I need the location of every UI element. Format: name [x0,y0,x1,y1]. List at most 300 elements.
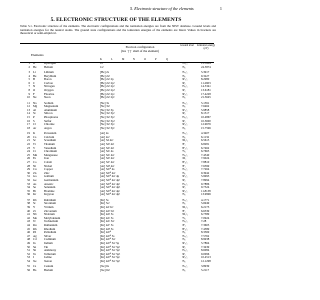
ground-level: ³P₀ [182,111,186,116]
element-symbol: Si [33,111,36,116]
ionization-energy: 13.6181 [201,88,211,92]
ionization-energy: 6.5615 [201,138,210,143]
element-name: Helium [44,64,53,69]
atomic-number: 12 [27,104,30,109]
ionization-energy: 8.2980 [201,77,210,82]
atomic-number: 7 [28,84,30,89]
element-symbol: Cl [33,122,36,127]
electron-configuration: [Ne] 3s² 3p [100,107,114,112]
ground-level: ¹S₀ [182,259,186,263]
electron-configuration: [Kr] 5s² [100,201,110,206]
element-symbol: Cu [33,167,37,172]
element-symbol: Mo [33,215,38,220]
atomic-number: 36 [27,192,30,197]
element-symbol: Ge [33,178,37,182]
element-name: Hydrogen [44,61,56,65]
atomic-number: 31 [27,174,30,179]
shell-label: K [100,58,102,61]
electron-configuration: [Ne] 3s² [100,104,110,109]
atomic-number: 29 [27,167,30,172]
element-symbol: Sc [33,138,36,143]
element-name: Neon [44,95,51,100]
ground-level: ⁴S₃/₂ [182,115,188,119]
atomic-number: 43 [27,219,30,224]
ground-level: ³P₀ [182,178,186,182]
ionization-energy: 3.8939 [201,264,210,269]
element-name: Palladium [44,230,57,235]
ionization-energy: 9.3227 [201,73,210,78]
electron-configuration: [Kr] 4d⁸ 5s [100,226,114,231]
atomic-number: 49 [27,241,30,245]
ground-level: ¹S₀ [182,237,186,242]
electron-configuration: [Ar] 3d¹⁰ 4s² 4p⁵ [100,188,121,193]
electron-configuration: [He] 2s² [100,73,110,78]
ionization-energy: 7.7264 [201,167,210,172]
ionization-energy: 10.3600 [201,118,211,123]
ionization-energy: 12.1298 [201,259,211,263]
electron-configuration: [Kr] 4d⁵ 5s [100,215,114,220]
ionization-energy: 8.1517 [201,111,210,116]
electron-configuration: [Kr] 4d¹⁰ 5s² 5p [100,241,120,245]
ground-level: ²S₁/₂ [182,167,188,172]
atomic-number: 24 [27,149,30,154]
element-symbol: Zn [33,170,37,175]
electron-configuration: [Kr] 4d¹⁰ 5s² [100,237,116,242]
electron-configuration: [Ar] 3d⁸ 4s² [100,163,115,168]
element-name: Nitrogen [44,84,55,89]
electron-configuration: [Ar] 3d⁵ 4s [100,149,114,154]
ionization-energy: 7.28 [201,219,207,224]
electron-configuration: [Kr] 4d 5s² [100,205,114,209]
ionization-energy: 8.6084 [201,248,210,253]
electron-configuration: 1s [100,61,103,65]
ionization-energy: 5.6949 [201,201,210,206]
element-symbol: Se [33,185,36,190]
electron-configuration: [Kr] 4d¹⁰ [100,230,112,235]
electron-configuration: [Ar] 3d¹⁰ 4s² 4p [100,174,120,179]
electron-configuration: [Ar] 4s² [100,134,110,139]
atomic-number: 23 [27,145,30,150]
element-name: Tellurium [44,251,56,256]
electron-configuration: [Kr] 4d¹⁰ 5s² 5p⁴ [100,251,121,256]
element-name: Titanium [44,142,55,146]
ground-level: ²S₁/₂ [182,197,188,202]
atomic-number: 40 [27,208,30,213]
ground-level: ⁶D₁/₂ [182,212,189,217]
element-symbol: Sn [33,244,37,249]
electron-configuration: [Xe] 6s² [100,268,110,272]
element-symbol: Rh [33,226,37,231]
element-name: Iron [44,156,49,161]
electron-configuration: [Ar] 3d¹⁰ 4s [100,167,115,172]
element-name: Silicon [44,111,53,116]
electron-configuration: [He] 2s² 2p [100,77,114,82]
element-symbol: I [33,255,34,260]
atomic-number: 41 [27,212,30,217]
ground-level: ⁵F₅ [182,223,186,227]
running-title: 5. Electronic structure of the elements [130,6,194,11]
element-symbol: Cr [33,149,36,154]
atomic-number: 20 [27,134,30,139]
ground-level: ²P₁/₂ [182,107,188,112]
element-name: Zinc [44,170,50,175]
ionization-energy: 7.3605 [201,223,210,227]
electron-configuration: [Ar] 3d¹⁰ 4s² 4p³ [100,181,120,186]
element-name: Aluminum [44,107,58,112]
atomic-number: 47 [27,233,30,238]
element-symbol: Tc [33,219,36,224]
element-name: Scandium [44,138,56,143]
element-name: Fluorine [44,91,55,96]
element-symbol: Li [33,70,36,74]
atomic-number: 54 [27,259,30,263]
column-header-ionization: Ionization energy (eV) [196,44,216,51]
element-symbol: Te [33,251,36,256]
atomic-number: 10 [27,95,30,100]
ground-level: ⁴F₉/₂ [182,160,188,164]
ionization-energy: 12.9676 [201,122,211,127]
table-row [0,269,232,273]
electron-configuration: [Ar] 3d³ 4s² [100,145,115,150]
ionization-energy: 10.4867 [201,115,211,119]
ground-level: ³P₂ [182,251,186,256]
atomic-number: 4 [28,73,30,78]
ground-level: ¹S₀ [182,125,186,130]
ground-level: ³F₄ [182,163,186,168]
ionization-energy: 10.4513 [201,255,211,260]
ground-level: ²D₃/₂ [182,138,188,143]
element-name: Yttrium [44,205,54,209]
ground-level: ⁵D₄ [182,156,187,161]
atomic-number: 53 [27,255,30,260]
atomic-number: 45 [27,226,30,231]
atomic-number: 48 [27,237,30,242]
ionization-energy: 11.2603 [201,80,211,85]
ground-level: ³P₂ [182,118,186,123]
element-symbol: Kr [33,192,37,197]
atomic-number: 25 [27,152,30,157]
element-symbol: Al [33,107,36,112]
element-name: Niobium [44,212,55,217]
atomic-number: 38 [27,201,30,206]
electron-configuration: [Xe] 6s [100,264,109,269]
ground-level: ²P₁/₂ [182,174,188,179]
ionization-energy: 7.4340 [201,152,210,157]
shell-label: N [133,58,135,61]
element-name: Barium [44,268,53,272]
atomic-number: 50 [27,244,30,249]
ionization-energy: 21.5645 [201,95,211,100]
ionization-energy: 6.6339 [201,208,210,213]
element-symbol: C [33,80,36,85]
element-name: Silver [44,233,52,238]
ground-level: ⁴F₃/₂ [182,145,188,150]
element-name: Cadmium [44,237,56,242]
ground-level: ¹S₀ [182,201,186,206]
ground-level: ²S₁/₂ [182,70,188,74]
atomic-number: 52 [27,251,30,256]
element-name: Chlorine [44,122,55,127]
ground-level: ¹S₀ [182,73,186,78]
ionization-energy: 9.7524 [201,185,210,190]
electron-configuration: [Kr] 4d⁴ 5s [100,212,114,217]
electron-configuration: [Ar] 3d² 4s² [100,142,115,146]
electron-configuration: 1s² [100,64,104,69]
ionization-energy: 7.3439 [201,244,210,249]
ground-level: ⁴F₉/₂ [182,226,188,231]
element-symbol: Sb [33,248,37,253]
ionization-energy: 7.5762 [201,233,210,238]
table-row [0,127,232,131]
ionization-energy: 6.2173 [201,205,210,209]
electron-configuration: [Ar] 3d¹⁰ 4s² 4p⁶ [100,192,121,197]
atomic-number: 26 [27,156,30,161]
element-name: Selenium [44,185,56,190]
ground-level: ³F₂ [182,208,186,213]
element-symbol: Ti [33,142,36,146]
electron-configuration: [He] 2s² 2p⁴ [100,88,115,92]
element-symbol: Y [33,205,36,209]
atomic-number: 56 [27,268,30,272]
ground-level: ³P₀ [182,244,186,249]
element-name: Molybdenum [44,215,61,220]
atomic-number: 22 [27,142,30,146]
element-symbol: Ne [33,95,37,100]
element-symbol: As [33,181,37,186]
element-name: Germanium [44,178,59,182]
electron-configuration: [He] 2s² 2p⁵ [100,91,115,96]
ground-level: ¹S₀ [182,134,186,139]
electron-configuration: [Kr] 4d¹⁰ 5s [100,233,115,238]
ionization-energy: 7.8994 [201,178,210,182]
atomic-number: 19 [27,131,30,136]
ionization-energy: 24.5874 [201,64,211,69]
atomic-number: 34 [27,185,30,190]
element-name: Nickel [44,163,52,168]
electron-configuration: [Kr] 4d⁷ 5s [100,223,114,227]
element-symbol: In [33,241,36,245]
element-name: Iodine [44,255,52,260]
ground-level: ²D₃/₂ [182,205,188,209]
running-header [130,6,222,11]
shell-label: P [155,58,157,61]
ionization-energy: 6.7589 [201,212,210,217]
ground-level: ⁴S₃/₂ [182,248,188,253]
element-name: Indium [44,241,53,245]
element-name: Strontium [44,201,57,206]
element-name: Ruthenium [44,223,58,227]
element-symbol: Pd [33,230,37,235]
element-name: Technetium [44,219,59,224]
element-name: Phosphorus [44,115,59,119]
table-caption: Table 5.1. Electronic structure of the elements. The electronic configurations and the ionization energies are from the NIST database. Ground levels and ionization energies for the neutral atoms. The ground state configurations and the ionization energies of the elements are listed. Values in brackets are theoretical or semi-empirical. [20,24,216,36]
ground-level: ¹S₀ [182,268,186,272]
electron-configuration: [He] 2s [100,70,109,74]
element-name: Chromium [44,149,58,154]
electron-configuration: [Ne] 3s [100,100,109,105]
element-symbol: Rb [33,197,37,202]
atomic-number: 18 [27,125,30,130]
element-symbol: Be [33,73,37,78]
element-symbol: Cs [33,264,37,269]
element-name: Zirconium [44,208,57,213]
ground-level: ²P₃/₂ [182,91,188,96]
element-symbol: H [33,61,36,65]
element-symbol: Zr [33,208,36,213]
ground-level: ²S₁/₂ [182,100,188,105]
ground-level: ¹S₀ [182,64,186,69]
ionization-energy: 14.5341 [201,84,211,89]
atomic-number: 2 [28,64,30,69]
element-symbol: Ca [33,134,37,139]
element-symbol: Na [33,100,37,105]
ionization-energy: 5.3917 [201,70,210,74]
config-header-line1: Electron configuration [125,45,155,49]
electron-configuration: [Ne] 3s² 3p³ [100,115,115,119]
ionization-energy: 7.8810 [201,160,210,164]
atomic-number: 16 [27,118,30,123]
element-symbol: B [33,77,36,82]
ground-level: ²S₁/₂ [182,61,188,65]
element-name: Boron [44,77,52,82]
electron-configuration: [Ar] 3d⁶ 4s² [100,156,115,161]
element-symbol: K [33,131,36,136]
electron-configuration: [Ne] 3s² 3p⁴ [100,118,115,123]
ionization-energy: 8.9938 [201,237,210,242]
ground-level: ⁶S₅/₂ [182,219,188,224]
element-name: Lithium [44,70,54,74]
ionization-energy: 9.7886 [201,181,210,186]
element-symbol: Fe [33,156,36,161]
element-symbol: Ni [33,163,36,168]
ground-level: ²P₃/₂ [182,188,188,193]
element-name: Bromine [44,188,55,193]
ground-level: ²P₃/₂ [182,122,188,127]
ground-level: ³P₂ [182,185,186,190]
ionization-energy: 6.7665 [201,149,210,154]
ground-level: ¹S₀ [182,230,186,235]
atomic-number: 1 [28,61,30,65]
atomic-number: 37 [27,197,30,202]
page-number: 1 [219,6,222,11]
config-header-line2: (bra ·[·]· shell of the element) [120,48,160,53]
atomic-number: 51 [27,248,30,253]
ionization-energy: 11.8138 [201,188,211,193]
electron-configuration: [Ne] 3s² 3p⁵ [100,122,115,127]
element-name: Rhodium [44,226,56,231]
electron-configuration: [Ar] 4s [100,131,109,136]
atomic-number: 44 [27,223,30,227]
ionization-energy: 5.1391 [201,100,210,105]
electron-configuration: [Kr] 4d¹⁰ 5s² 5p³ [100,248,120,253]
atomic-number: 13 [27,107,30,112]
element-name: Cesium [44,264,54,269]
atomic-number: 14 [27,111,30,116]
ground-level: ⁷S₃ [182,215,186,220]
element-symbol: Ba [33,268,37,272]
element-name: Cobalt [44,160,52,164]
shell-label: L [111,58,113,61]
ionization-energy: 7.9024 [201,156,210,161]
electron-configuration: [Ar] 3d 4s² [100,138,114,143]
element-name: Rubidium [44,197,57,202]
ground-level: ³F₂ [182,142,186,146]
shell-label: M [122,58,125,61]
ionization-energy: 17.4228 [201,91,211,96]
atomic-number: 8 [28,88,30,92]
ground-level: ²S₁/₂ [182,264,188,269]
table-row [0,193,232,197]
atomic-number: 21 [27,138,30,143]
ground-level: ²P₃/₂ [182,255,188,260]
ground-level: ²P₁/₂ [182,241,188,245]
electron-configuration: [He] 2s² 2p³ [100,84,115,89]
ground-level: ⁴S₃/₂ [182,84,188,89]
element-name: Antimony [44,248,57,253]
electron-configuration: [Kr] 4d² 5s² [100,208,115,213]
ionization-energy: 5.9858 [201,107,210,112]
electron-configuration: [He] 2s² 2p⁶ [100,95,115,100]
ionization-energy: 6.8281 [201,142,210,146]
ionization-energy: 7.6462 [201,104,210,109]
element-symbol: S [33,118,35,123]
element-symbol: Cd [33,237,37,242]
atomic-number: 28 [27,163,30,168]
ionization-energy: 6.1132 [201,134,210,139]
ionization-energy: 9.3942 [201,170,210,175]
element-symbol: Ru [33,223,37,227]
atomic-number: 32 [27,178,30,182]
table-row [0,260,232,264]
element-name: Arsenic [44,181,54,186]
element-name: Oxygen [44,88,54,92]
element-name: Magnesium [44,104,59,109]
electron-configuration: [Kr] 4d¹⁰ 5s² 5p⁶ [100,259,121,263]
element-symbol: P [33,115,35,119]
ionization-energy: 5.7864 [201,241,210,245]
element-name: Sulfur [44,118,52,123]
atomic-number: 42 [27,215,30,220]
electron-configuration: [Kr] 4d⁵ 5s² [100,219,115,224]
element-name: Vanadium [44,145,57,150]
atomic-number: 46 [27,230,30,235]
electron-configuration: [He] 2s² 2p² [100,80,115,85]
element-symbol: He [33,64,37,69]
element-symbol: Mn [33,152,38,157]
element-symbol: Co [33,160,37,164]
section-title: 5. ELECTRONIC STRUCTURE OF THE ELEMENTS [50,17,182,23]
element-symbol: O [33,88,36,92]
electron-configuration: [Ar] 3d¹⁰ 4s² 4p² [100,178,120,182]
element-symbol: Ga [33,174,37,179]
atomic-number: 33 [27,181,30,186]
ionization-energy: 13.9996 [201,192,211,197]
element-name: Gallium [44,174,54,179]
ground-level: ¹S₀ [182,104,186,109]
element-symbol: N [33,84,36,89]
ionization-energy: 4.3407 [201,131,210,136]
ionization-energy: 15.7596 [201,125,211,130]
ground-level: ²S₁/₂ [182,131,188,136]
ground-level: ²P₁/₂ [182,77,188,82]
column-header-elements: Elements [31,53,44,57]
element-name: Calcium [44,134,55,139]
element-name: Beryllium [44,73,57,78]
element-symbol: Sr [33,201,36,206]
atomic-number: 35 [27,188,30,193]
ground-level: ³P₀ [182,80,186,85]
ionization-energy: 5.2117 [201,268,210,272]
